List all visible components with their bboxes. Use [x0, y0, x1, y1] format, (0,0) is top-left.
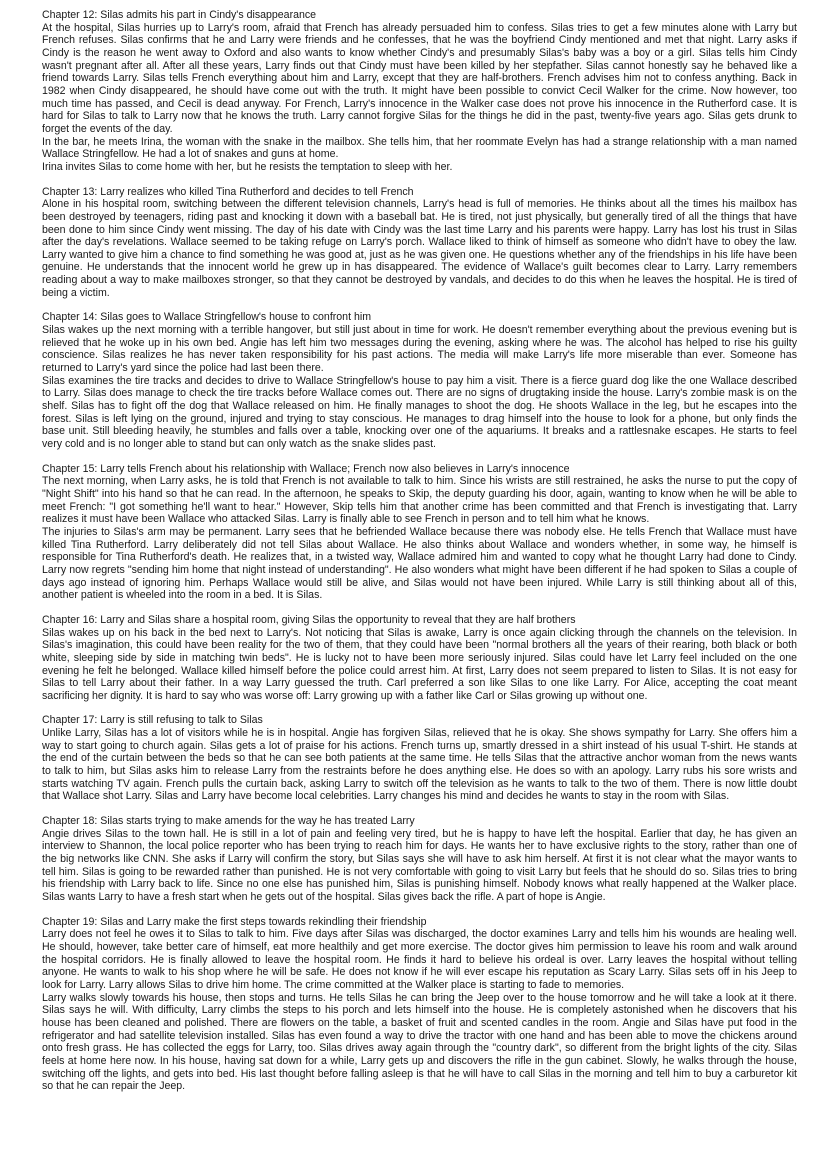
chapter-paragraph: Unlike Larry, Silas has a lot of visitors while he is in hospital. Angie has forgiven Silas, relieved that he is okay. She shows sympathy for Larry. She offers him a way to start going to church again. Silas gets a lot of praise for his actions. French turns up, smartly dressed in a shirt instead of his usual T-shirt. He stands at the end of the curtain between the beds so that he can see both patients at the same time. He tells Silas that the attractive anchor woman from the news wants to talk to him, but Silas asks him to release Larry from the restraints before he does anything else. He does so with an apology. Larry rubs his sore wrists and starts watching TV again. French pulls the curtain back, asking Larry to switch off the television as he wants to talk to the two of them. There is now little doubt that Wallace shot Larry. Silas and Larry have become local celebrities. Larry changes his mind and decides he wants to stay in the room with Silas. — [42, 727, 797, 803]
chapter-paragraph: The next morning, when Larry asks, he is told that French is not available to talk to him. Since his wrists are still restrained, he asks the nurse to put the copy of "Night Shift" into his hand so that he can read. In the afternoon, he speaks to Skip, the deputy guarding his door, again, wanting to know when he will be able to meet French: "I got something he'll want to hear." However, Skip tells him that another crime has been committed and that French is investigating that. Larry realizes it must have been Wallace who attacked Silas. Larry is finally able to see French in person and to tell him what he knows. — [42, 475, 797, 526]
chapter-paragraph: The injuries to Silas's arm may be permanent. Larry sees that he befriended Wallace because there was nobody else. He tells French that Wallace must have killed Tina Rutherford. Larry deliberately did not tell Silas about Wallace. He also thinks about Wallace and wonders whether, in some way, he himself is responsible for Tina Rutherford's death. He realizes that, in a twisted way, Wallace admired him and wanted to copy what he thought Larry had done to Cindy. Larry now regrets "sending him home that night instead of understanding". He also wonders what might have been different if he had spoken to Silas a couple of days ago instead of ignoring him. Perhaps Wallace would still be alive, and Silas would not have been injured. While Larry is still thinking about all of this, another patient is wheeled into the room in a bed. It is Silas. — [42, 525, 797, 602]
chapter-paragraph: Silas wakes up the next morning with a terrible hangover, but still just about in time for work. He doesn't remember everything about the previous evening but is relieved that he woke up in his own bed. Angie has left him two messages during the evening, asking where he was. The alcohol has helped to rise his guilty conscience. Silas realizes he has never taken responsibility for his past actions. The media will make Larry's life more miserable than ever. Someone has returned to Larry's yard since the police had last been there. — [42, 324, 797, 375]
chapter-paragraph: Silas examines the tire tracks and decides to drive to Wallace Stringfellow's house to pay him a visit. There is a fierce guard dog like the one Wallace described to Larry. Silas does manage to check the tire tracks before Wallace comes out. There are no signs of drugtaking inside the house. Larry's zombie mask is on the shelf. Silas has to fight off the dog that Wallace released on him. He finally manages to shoot the dog. He shoots Wallace in the leg, but he escapes into the forest. Silas is left lying on the ground, injured and trying to stay conscious. He manages to drag himself into the house to look for a phone, but only finds the base unit. Still bleeding heavily, he stumbles and falls over a table, knocking over one of the aquariums. It breaks and a rattlesnake escapes. He starts to feel very cold and is no longer able to stand but can only watch as the snake slides past. — [42, 374, 797, 450]
chapter-heading: Chapter 16: Larry and Silas share a hospital room, giving Silas the opportunity to reveal that they are half brothers — [42, 613, 576, 626]
chapter-section — [42, 9, 797, 174]
chapter-paragraph: At the hospital, Silas hurries up to Larry's room, afraid that French has already persuaded him to confess. Silas tries to get a few minutes alone with Larry but French refuses. Silas confirms that he and Larry were friends and he confesses, that he was the boyfriend Cindy mentioned and met that night. Larry asks if Cindy is the reason he went away to Oxford and also wants to know whether Cindy's and presumably Silas's baby was a boy or a girl. Silas tells him Cindy wasn't pregnant after all. After all these years, Larry finds out that Cindy must have been killed by her stepfather. Silas cannot honestly say he behaved like a friend towards Larry. Silas tells French everything about him and Larry, except that they are half-brothers. French advises him not to confess anything. Back in 1982 when Cindy disappeared, he should have come out with the truth. It might have been possible to convict Cecil Walker for the crime. Now however, too much time has passed, and Cecil is dead anyway. For French, Larry's innocence in the Walker case does not prove his innocence in the Rutherford case. It is hard for Silas to talk to Larry now that he knows the truth. Larry cannot forgive Silas for the things he did in the past, twenty-five years ago. Silas gets drunk to forget the events of the day. — [42, 21, 797, 135]
chapter-paragraph: Irina invites Silas to come home with her, but he resists the temptation to sleep with her. — [42, 160, 453, 173]
chapter-paragraph: Silas wakes up on his back in the bed next to Larry's. Not noticing that Silas is awake, Larry is once again clicking through the channels on the television. In Silas's imagination, this could have been reality for the two of them, that they could have been "normal brothers all the years of their rearing, both black or both white, sleeping side by side in matching twin beds". He is lucky not to have been more seriously injured. Silas could have let Larry feel included on the one evening he felt he belonged. Wallace killed himself before the police could arrest him. At first, Larry does not seem prepared to listen to Silas. It is not easy for Silas to tell Larry about their father. In a way Larry guessed the truth. Carl preferred a son like Silas to one like Larry. For Alice, accepting the coat meant sacrificing her dignity. It is hard to say who was worse off: Larry growing up with a father like Carl or Silas growing up without one. — [42, 626, 797, 702]
chapter-heading: Chapter 12: Silas admits his part in Cindy's disappearance — [42, 9, 317, 21]
chapter-heading: Chapter 17: Larry is still refusing to talk to Silas — [42, 714, 263, 727]
chapter-heading: Chapter 15: Larry tells French about his relationship with Wallace; French now also believes in Larry's innocence — [42, 462, 570, 475]
chapter-section — [42, 463, 797, 602]
chapter-section — [42, 714, 797, 803]
chapter-paragraph: Angie drives Silas to the town hall. He is still in a lot of pain and feeling very tired, but he is happy to have left the hospital. Earlier that day, he has given an interview to Shannon, the local police reporter who has been trying to reach him for days. He wants her to have exclusive rights to the story, rather than one of the big networks like CNN. She asks if Larry will confirm the story, but Silas says she will have to ask him herself. At first it is not clear what the mayor wants to tell him. Silas is going to be rewarded rather than punished. He is not very comfortable with going to visit Larry but feels that he should do so. Silas tries to bring his friendship with Larry back to life. Since no one else has punished him, Silas is punishing himself. Nobody knows what really happened at the Walker place. Silas wants Larry to have a fresh start when he gets out of the hospital. Silas gives back the rifle. A part of hope is Angie. — [42, 827, 797, 903]
chapter-paragraph: Alone in his hospital room, switching between the different television channels, Larry's head is full of memories. He thinks about all the times his mailbox has been destroyed by teenagers, riding past and knocking it down with a baseball bat. He is tired, not just physically, but generally tired of all the things that have been done to him since Cindy went missing. The day of his date with Cindy was the last time Larry and his parents were happy. Larry has lost his trust in Silas after the day's revelations. Wallace seemed to be taking refuge on Larry's porch. Wallace liked to think of himself as someone who didn't have to obey the law. Larry wanted to give him a chance to find something he was good at, just as he was given one. He questions whether any of the friendships in his life have been genuine. He understands that the innocent world he grew up in has disappeared. The evidence of Wallace's guilt becomes clear to Larry. Larry remembers reading about a way to make mailboxes stronger, so that they cannot be destroyed by vandals, and decides to do this when he leaves the hospital. He is tired of being a victim. — [42, 198, 797, 299]
chapter-heading: Chapter 19: Silas and Larry make the first steps towards rekindling their friendship — [42, 915, 427, 928]
chapter-paragraph: In the bar, he meets Irina, the woman with the snake in the mailbox. She tells him, that her roommate Evelyn has had a strange relationship with a man named Wallace Stringfellow. He had a lot of snakes and guns at home. — [42, 135, 797, 161]
chapter-section — [42, 311, 797, 450]
chapter-heading: Chapter 18: Silas starts trying to make amends for the way he has treated Larry — [42, 815, 415, 828]
chapter-section — [42, 916, 797, 1093]
chapter-heading: Chapter 14: Silas goes to Wallace Stringfellow's house to confront him — [42, 311, 372, 324]
chapter-paragraph: Larry walks slowly towards his house, then stops and turns. He tells Silas he can bring the Jeep over to the house tomorrow and he will take a look at it there. Silas says he will. With difficulty, Larry climbs the steps to his porch and lets himself into the house. He is completely astonished when he discovers that his house has been cleaned and polished. There are flowers on the table, a basket of fruit and scented candles in the room. Angie and Silas have put food in the refrigerator and had satellite television installed. Silas has even found a way to drive the tractor with one hand and has been able to move the chickens around onto fresh grass. He has collected the eggs for Larry, too. Silas drives away again through the "country dark", so different from the bright lights of the city. Silas feels at home here now. In his house, having sat down for a while, Larry gets up and discovers the rifle in the gun cabinet. Slowly, he walks through the house, switching off the lights, and gets into bed. His last thought before falling asleep is that he will have to call Silas in the morning and tell him to buy a carburetor kit so that he can repair the Jeep. — [42, 991, 797, 1093]
chapter-paragraph: Larry does not feel he owes it to Silas to talk to him. Five days after Silas was discharged, the doctor examines Larry and tells him his wounds are healing well. He should, however, take better care of himself, eat more healthily and get more exercise. The doctor gives him permission to leave his room and walk around the hospital corridors. He is finally allowed to leave the hospital room. He finds it hard to believe his ordeal is over. Larry leaves the hospital without telling anyone. He wants to walk to his shop where he will be safe. He does not know if he will ever escape his reputation as Scary Larry. Silas sets off in his Jeep to look for Larry. Larry allows Silas to drive him home. The crime committed at the Walker place is starting to fade to memories. — [42, 928, 797, 991]
chapter-section — [42, 186, 797, 300]
chapter-section — [42, 815, 797, 904]
chapter-section — [42, 614, 797, 703]
chapter-heading: Chapter 13: Larry realizes who killed Tina Rutherford and decides to tell French — [42, 185, 414, 198]
